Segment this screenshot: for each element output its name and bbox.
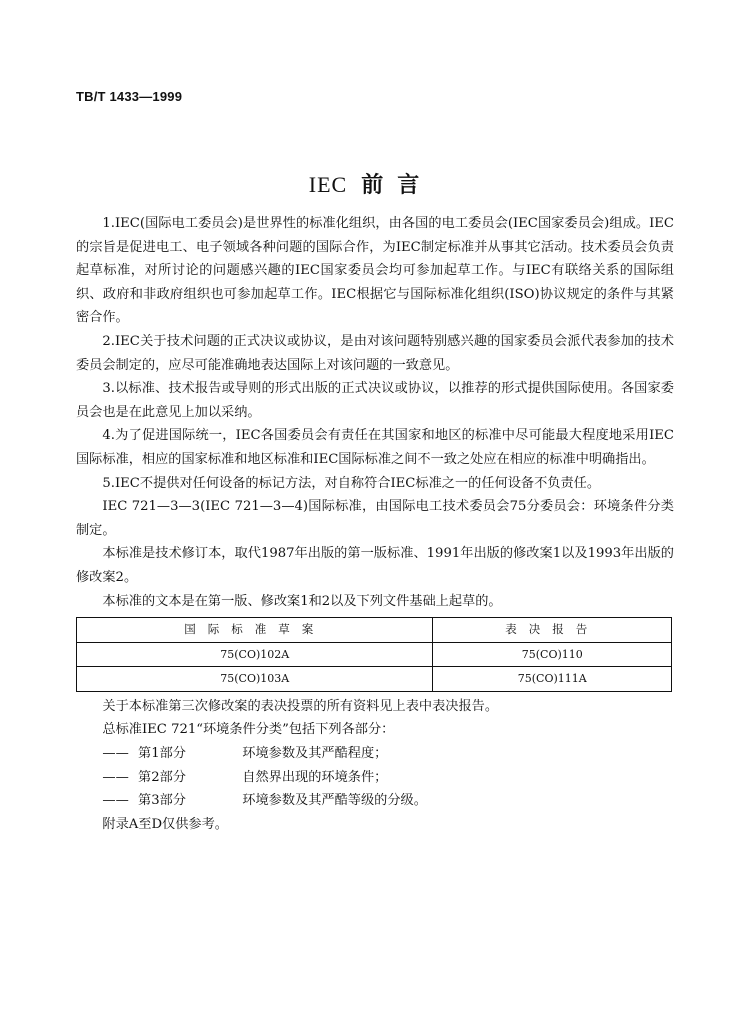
paragraph-2: 2.IEC关于技术问题的正式决议或协议，是由对该问题特别感兴趣的国家委员会派代表参加的技术委员会制定的，应尽可能准确地表达国际上对该问题的一致意见。 [76, 333, 674, 373]
table-cell: 75(CO)103A [77, 667, 433, 692]
list-dash: —— [102, 769, 129, 785]
part-label: 第2部分 [138, 769, 186, 785]
paragraph-10: 总标准IEC 721“环境条件分类”包括下列各部分： [102, 722, 395, 738]
paragraph-9: 关于本标准第三次修改案的表决投票的所有资料见上表中表决报告。 [102, 698, 499, 714]
title-prefix: IEC [308, 172, 348, 197]
paragraph-5: 5.IEC不提供对任何设备的标记方法，对自称符合IEC标准之一的任何设备不负责任。 [102, 475, 601, 491]
paragraph-8: 本标准的文本是在第一版、修改案1和2以及下列文件基础上起草的。 [102, 593, 502, 609]
paragraph-6: IEC 721—3—3(IEC 721—3—4)国际标准，由国际电工技术委员会75分委员会：环境条件分类制定。 [76, 499, 674, 538]
list-item [76, 789, 674, 813]
table-cell: 75(CO)111A [433, 667, 672, 692]
part-text: 环境参数及其严酷等级的分级。 [242, 793, 427, 809]
list-item [76, 766, 674, 790]
parts-list [76, 742, 674, 813]
document-table [76, 617, 672, 692]
page-title [0, 168, 742, 199]
table-header-draft: 国际标准草案 [77, 618, 433, 643]
part-text: 环境参数及其严酷程度； [242, 746, 388, 762]
paragraph-4: 4.为了促进国际统一，IEC各国委员会有责任在其国家和地区的标准中尽可能最大程度地采用IEC国际标准，相应的国家标准和地区标准和IEC国际标准之间不一致之处应在相应的标准中明确指出。 [76, 428, 674, 467]
title-main: 前言 [361, 172, 434, 198]
part-label: 第1部分 [138, 746, 186, 762]
paragraph-11: 附录A至D仅供参考。 [102, 816, 228, 832]
table-header-row [77, 618, 672, 643]
list-item [76, 742, 674, 766]
list-dash: —— [102, 746, 129, 762]
document-id: TB/T 1433—1999 [76, 89, 183, 104]
part-label: 第3部分 [138, 793, 186, 809]
part-text: 自然界出现的环境条件； [242, 769, 388, 785]
table-cell: 75(CO)102A [77, 642, 433, 667]
table-header-vote: 表决报告 [433, 618, 672, 643]
paragraph-7: 本标准是技术修订本，取代1987年出版的第一版标准、1991年出版的修改案1以及1993年出版的修改案2。 [76, 546, 674, 585]
paragraph-3: 3.以标准、技术报告或导则的形式出版的正式决议或协议，以推荐的形式提供国际使用。各国家委员会也是在此意见上加以采纳。 [76, 381, 674, 420]
list-dash: —— [102, 793, 129, 809]
document-body [76, 212, 674, 836]
table-row [77, 642, 672, 667]
table-cell: 75(CO)110 [433, 642, 672, 667]
paragraph-1: 1.IEC(国际电工委员会)是世界性的标准化组织，由各国的电工委员会(IEC国家委员会)组成。IEC的宗旨是促进电工、电子领域各种问题的国际合作，为IEC制定标准并从事其它活动。技术委员会负责起草标准，对所讨论的问题感兴趣的IEC国家委员会均可参加起草工作。与IEC有联络关系的国际组织、政府和非政府组织也可参加起草工作。IEC根据它与国际标准化组织(ISO)协议规定的条件与其紧密合作。 [76, 216, 674, 326]
table-row [77, 667, 672, 692]
